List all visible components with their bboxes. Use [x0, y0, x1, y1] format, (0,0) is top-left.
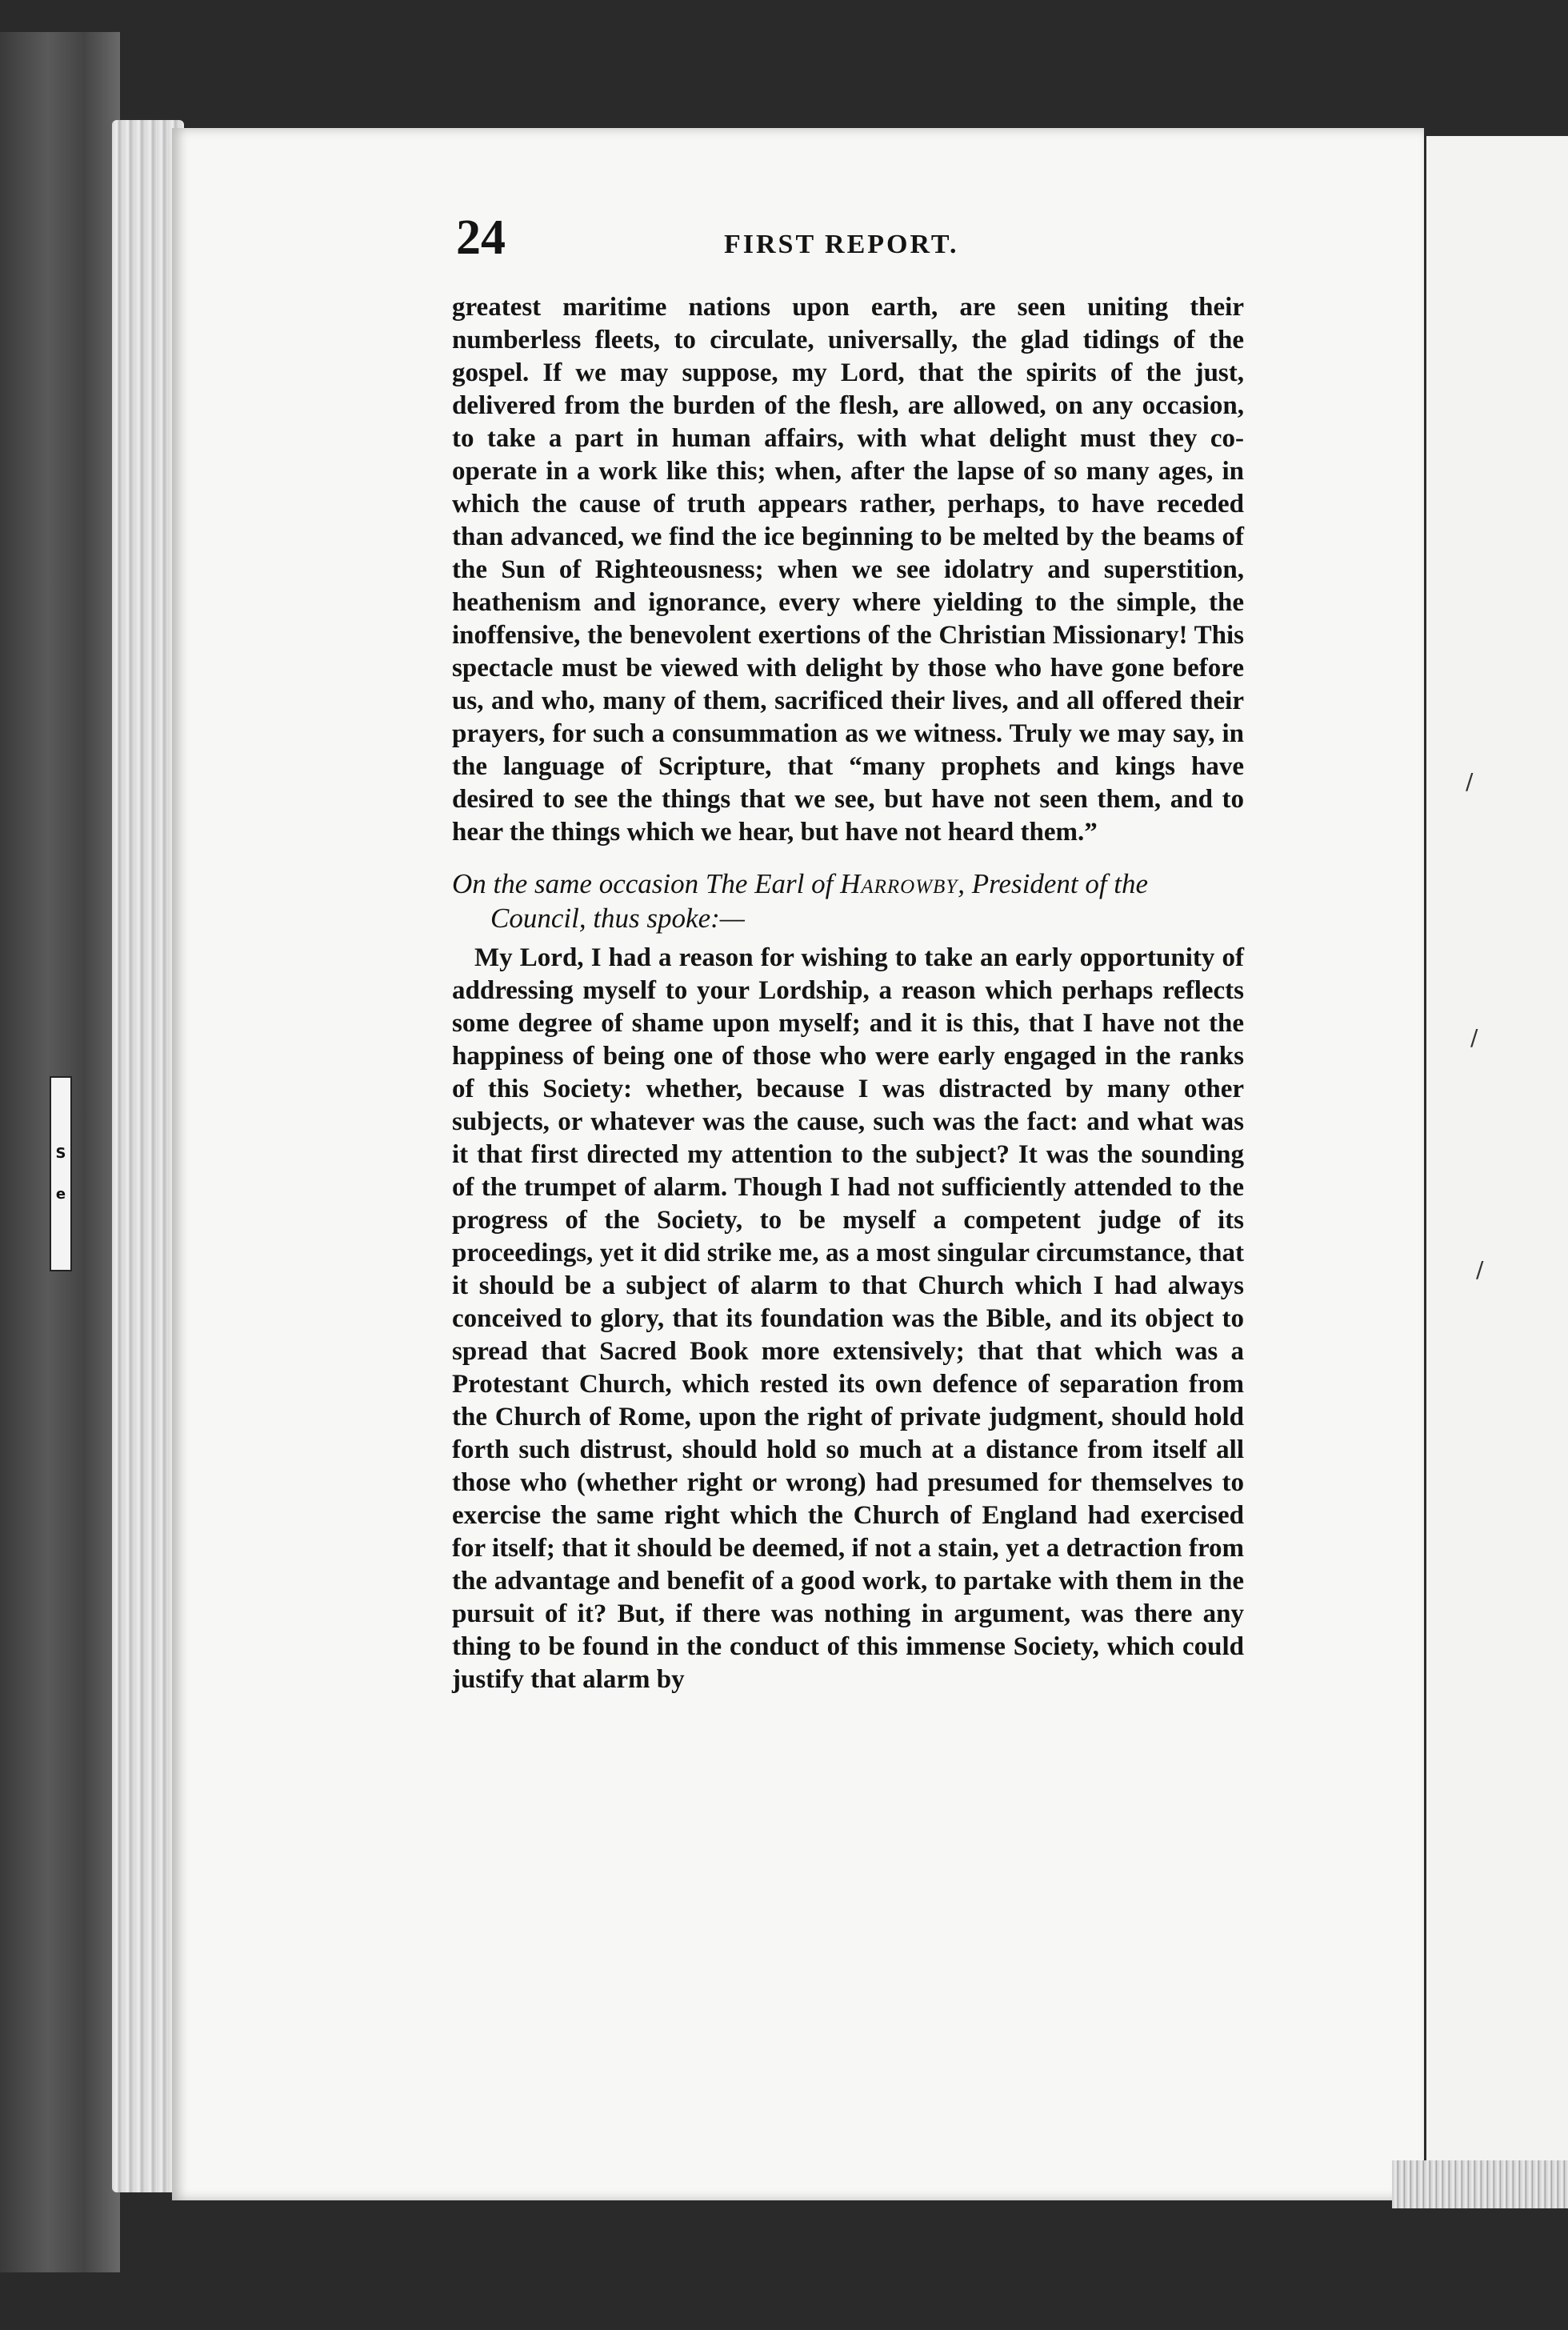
bookmark-tab-letter-top: S	[55, 1145, 66, 1162]
margin-mark: /	[1466, 768, 1474, 795]
page-bottom-edge	[1392, 2160, 1568, 2208]
speaker-introduction	[452, 867, 1244, 935]
speaker-name: Harrowby	[840, 868, 958, 899]
page-number: 24	[456, 210, 506, 265]
margin-mark: /	[1470, 1024, 1478, 1051]
margin-mark: /	[1476, 1256, 1484, 1283]
page-text-block	[452, 210, 1244, 1696]
page-header	[452, 210, 1244, 274]
facing-page-edge	[1424, 136, 1568, 2200]
speech-paragraph: My Lord, I had a reason for wishing to take an early opportunity of addressing myself to your Lordship, a reason which perhaps reflects some degree of shame upon myself; and it is this, that I have not the happiness of being one of those who were early engaged in the ranks of this Society: whether, because I was distracted by many other subjects, or whatever was the cause, such was the fact: and what was it that first directed my attention to the subject? It was the sounding of the trumpet of alarm. Though I had not sufficiently attended to the progress of the Society, to be myself a competent judge of its proceedings, yet it did strike me, as a most singular circumstance, that it should be a subject of alarm to that Church which I had always conceived to glory, that its foundation was the Bible, and its object to spread that Sacred Book more extensively; that that which was a Protestant Church, which rested its own defence of separation from the Church of Rome, upon the right of private judgment, should hold forth such distrust, should hold so much at a distance from itself all those who (whether right or wrong) had presumed for themselves to exercise the same right which the Church of England had exercised for itself; that it should be deemed, if not a stain, yet a detraction from the advantage and benefit of a good work, to partake with them in the pursuit of it? But, if there was nothing in argument, was there any thing to be found in the conduct of this immense Society, which could justify that alarm by	[452, 943, 1244, 1694]
speaker-intro-after: , President of the Council, thus spoke:—	[490, 868, 1149, 934]
speaker-intro-before: On the same occasion The Earl of	[452, 868, 841, 899]
continuation-paragraph: greatest maritime nations upon earth, are seen uniting their numberless fleets, to circulate, universally, the glad tidings of the gospel. If we may suppose, my Lord, that the spirits of the just, delivered from the burden of the flesh, are allowed, on any occasion, to take a part in human affairs, with what delight must they co-operate in a work like this; when, after the lapse of so many ages, in which the cause of truth appears rather, perhaps, to have receded than advanced, we find the ice beginning to be melted by the beams of the Sun of Righteousness; when we see idolatry and superstition, heathenism and ignorance, every where yielding to the simple, the inoffensive, the benevolent exertions of the Christian Missionary! This spectacle must be viewed with delight by those who have gone before us, and who, many of them, sacrificed their lives, and all offered their prayers, for such a consummation as we witness. Truly we may say, in the language of Scripture, that “many prophets and kings have desired to see the things that we see, but have not seen them, and to hear the things which we hear, but have not heard them.”	[452, 293, 1244, 847]
running-head: FIRST REPORT.	[724, 230, 959, 259]
bookmark-tab-letter-bottom: e	[55, 1186, 66, 1203]
bookmark-tab	[50, 1076, 72, 1271]
